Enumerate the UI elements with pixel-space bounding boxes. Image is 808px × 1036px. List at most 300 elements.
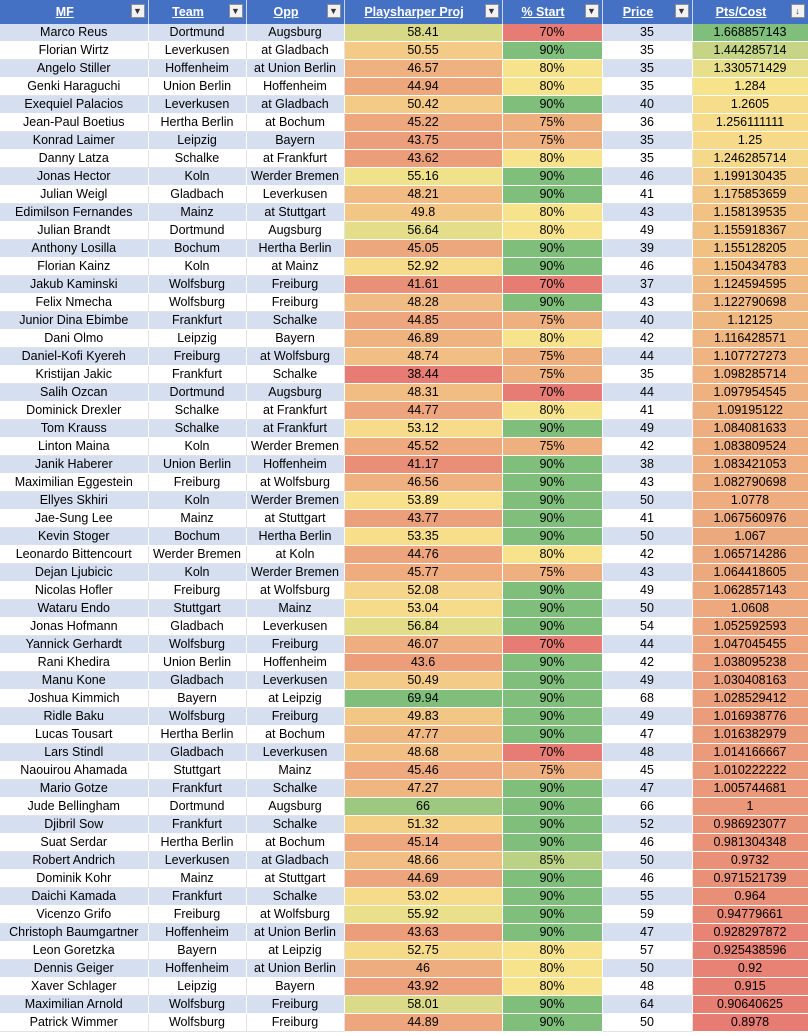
cell-start[interactable]: 85% bbox=[502, 852, 602, 870]
cell-start[interactable]: 90% bbox=[502, 492, 602, 510]
cell-pts-cost[interactable]: 1.067560976 bbox=[692, 510, 808, 528]
cell-team[interactable]: Hoffenheim bbox=[148, 60, 246, 78]
cell-mf[interactable]: Jude Bellingham bbox=[0, 798, 148, 816]
cell-proj[interactable]: 45.77 bbox=[344, 564, 502, 582]
cell-price[interactable]: 48 bbox=[602, 744, 692, 762]
cell-start[interactable]: 75% bbox=[502, 114, 602, 132]
cell-pts-cost[interactable]: 1.2605 bbox=[692, 96, 808, 114]
cell-mf[interactable]: Manu Kone bbox=[0, 672, 148, 690]
cell-team[interactable]: Gladbach bbox=[148, 672, 246, 690]
filter-dropdown-icon[interactable]: ▼ bbox=[229, 4, 243, 18]
cell-start[interactable]: 90% bbox=[502, 906, 602, 924]
cell-start[interactable]: 90% bbox=[502, 96, 602, 114]
cell-proj[interactable]: 50.55 bbox=[344, 42, 502, 60]
cell-mf[interactable]: Dejan Ljubicic bbox=[0, 564, 148, 582]
header-proj[interactable]: Playsharper Proj ▼ bbox=[344, 0, 502, 24]
cell-pts-cost[interactable]: 1.284 bbox=[692, 78, 808, 96]
filter-dropdown-icon[interactable]: ▼ bbox=[585, 4, 599, 18]
cell-start[interactable]: 90% bbox=[502, 726, 602, 744]
cell-price[interactable]: 37 bbox=[602, 276, 692, 294]
cell-proj[interactable]: 38.44 bbox=[344, 366, 502, 384]
cell-opp[interactable]: at Frankfurt bbox=[246, 150, 344, 168]
cell-start[interactable]: 80% bbox=[502, 78, 602, 96]
cell-mf[interactable]: Jonas Hector bbox=[0, 168, 148, 186]
cell-pts-cost[interactable]: 1.030408163 bbox=[692, 672, 808, 690]
cell-opp[interactable]: Bayern bbox=[246, 978, 344, 996]
cell-opp[interactable]: Werder Bremen bbox=[246, 564, 344, 582]
cell-proj[interactable]: 53.89 bbox=[344, 492, 502, 510]
cell-opp[interactable]: at Stuttgart bbox=[246, 204, 344, 222]
cell-start[interactable]: 80% bbox=[502, 960, 602, 978]
cell-mf[interactable]: Julian Weigl bbox=[0, 186, 148, 204]
cell-price[interactable]: 50 bbox=[602, 1014, 692, 1032]
cell-team[interactable]: Leipzig bbox=[148, 330, 246, 348]
cell-opp[interactable]: Leverkusen bbox=[246, 618, 344, 636]
cell-team[interactable]: Wolfsburg bbox=[148, 996, 246, 1014]
cell-mf[interactable]: Djibril Sow bbox=[0, 816, 148, 834]
cell-opp[interactable]: at Wolfsburg bbox=[246, 582, 344, 600]
cell-mf[interactable]: Nicolas Hofler bbox=[0, 582, 148, 600]
cell-pts-cost[interactable]: 1.028529412 bbox=[692, 690, 808, 708]
cell-proj[interactable]: 43.92 bbox=[344, 978, 502, 996]
cell-mf[interactable]: Edimilson Fernandes bbox=[0, 204, 148, 222]
cell-team[interactable]: Union Berlin bbox=[148, 456, 246, 474]
cell-mf[interactable]: Lucas Tousart bbox=[0, 726, 148, 744]
cell-proj[interactable]: 45.14 bbox=[344, 834, 502, 852]
cell-start[interactable]: 90% bbox=[502, 780, 602, 798]
cell-mf[interactable]: Dani Olmo bbox=[0, 330, 148, 348]
cell-team[interactable]: Mainz bbox=[148, 510, 246, 528]
cell-mf[interactable]: Naouirou Ahamada bbox=[0, 762, 148, 780]
cell-price[interactable]: 47 bbox=[602, 780, 692, 798]
cell-mf[interactable]: Leonardo Bittencourt bbox=[0, 546, 148, 564]
header-start[interactable]: % Start ▼ bbox=[502, 0, 602, 24]
cell-team[interactable]: Hertha Berlin bbox=[148, 834, 246, 852]
cell-opp[interactable]: at Frankfurt bbox=[246, 420, 344, 438]
cell-pts-cost[interactable]: 1.444285714 bbox=[692, 42, 808, 60]
cell-price[interactable]: 42 bbox=[602, 330, 692, 348]
cell-start[interactable]: 90% bbox=[502, 924, 602, 942]
cell-proj[interactable]: 56.84 bbox=[344, 618, 502, 636]
cell-proj[interactable]: 46.56 bbox=[344, 474, 502, 492]
cell-pts-cost[interactable]: 1.016938776 bbox=[692, 708, 808, 726]
sort-descending-icon[interactable]: ↓ bbox=[791, 4, 805, 18]
cell-price[interactable]: 43 bbox=[602, 564, 692, 582]
cell-pts-cost[interactable]: 1.016382979 bbox=[692, 726, 808, 744]
cell-start[interactable]: 90% bbox=[502, 690, 602, 708]
cell-opp[interactable]: Schalke bbox=[246, 816, 344, 834]
cell-start[interactable]: 90% bbox=[502, 618, 602, 636]
cell-pts-cost[interactable]: 1.052592593 bbox=[692, 618, 808, 636]
cell-pts-cost[interactable]: 0.981304348 bbox=[692, 834, 808, 852]
cell-price[interactable]: 49 bbox=[602, 582, 692, 600]
cell-proj[interactable]: 53.12 bbox=[344, 420, 502, 438]
cell-team[interactable]: Frankfurt bbox=[148, 888, 246, 906]
cell-proj[interactable]: 53.35 bbox=[344, 528, 502, 546]
cell-team[interactable]: Leverkusen bbox=[148, 852, 246, 870]
cell-mf[interactable]: Florian Kainz bbox=[0, 258, 148, 276]
cell-mf[interactable]: Ellyes Skhiri bbox=[0, 492, 148, 510]
cell-proj[interactable]: 49.83 bbox=[344, 708, 502, 726]
cell-pts-cost[interactable]: 1.12125 bbox=[692, 312, 808, 330]
cell-start[interactable]: 70% bbox=[502, 384, 602, 402]
cell-opp[interactable]: Augsburg bbox=[246, 798, 344, 816]
cell-proj[interactable]: 44.76 bbox=[344, 546, 502, 564]
cell-start[interactable]: 75% bbox=[502, 366, 602, 384]
cell-mf[interactable]: Yannick Gerhardt bbox=[0, 636, 148, 654]
cell-opp[interactable]: at Wolfsburg bbox=[246, 474, 344, 492]
cell-pts-cost[interactable]: 1.155128205 bbox=[692, 240, 808, 258]
cell-mf[interactable]: Ridle Baku bbox=[0, 708, 148, 726]
cell-team[interactable]: Union Berlin bbox=[148, 78, 246, 96]
cell-pts-cost[interactable]: 1.158139535 bbox=[692, 204, 808, 222]
cell-mf[interactable]: Julian Brandt bbox=[0, 222, 148, 240]
header-price[interactable]: Price ▼ bbox=[602, 0, 692, 24]
cell-team[interactable]: Wolfsburg bbox=[148, 708, 246, 726]
cell-proj[interactable]: 48.74 bbox=[344, 348, 502, 366]
cell-team[interactable]: Leipzig bbox=[148, 132, 246, 150]
cell-team[interactable]: Mainz bbox=[148, 204, 246, 222]
cell-price[interactable]: 49 bbox=[602, 222, 692, 240]
cell-team[interactable]: Stuttgart bbox=[148, 762, 246, 780]
cell-pts-cost[interactable]: 1.062857143 bbox=[692, 582, 808, 600]
cell-price[interactable]: 40 bbox=[602, 312, 692, 330]
cell-team[interactable]: Dortmund bbox=[148, 798, 246, 816]
cell-pts-cost[interactable]: 1.084081633 bbox=[692, 420, 808, 438]
cell-team[interactable]: Dortmund bbox=[148, 24, 246, 42]
cell-opp[interactable]: at Koln bbox=[246, 546, 344, 564]
cell-price[interactable]: 54 bbox=[602, 618, 692, 636]
cell-team[interactable]: Dortmund bbox=[148, 222, 246, 240]
cell-opp[interactable]: Schalke bbox=[246, 366, 344, 384]
cell-opp[interactable]: Freiburg bbox=[246, 708, 344, 726]
cell-proj[interactable]: 48.66 bbox=[344, 852, 502, 870]
filter-dropdown-icon[interactable]: ▼ bbox=[327, 4, 341, 18]
cell-team[interactable]: Stuttgart bbox=[148, 600, 246, 618]
cell-start[interactable]: 80% bbox=[502, 222, 602, 240]
cell-opp[interactable]: Leverkusen bbox=[246, 744, 344, 762]
cell-start[interactable]: 70% bbox=[502, 276, 602, 294]
cell-start[interactable]: 90% bbox=[502, 258, 602, 276]
cell-price[interactable]: 35 bbox=[602, 132, 692, 150]
cell-proj[interactable]: 48.31 bbox=[344, 384, 502, 402]
cell-pts-cost[interactable]: 1.256111111 bbox=[692, 114, 808, 132]
cell-mf[interactable]: Genki Haraguchi bbox=[0, 78, 148, 96]
cell-price[interactable]: 43 bbox=[602, 204, 692, 222]
cell-proj[interactable]: 48.21 bbox=[344, 186, 502, 204]
cell-price[interactable]: 52 bbox=[602, 816, 692, 834]
cell-price[interactable]: 50 bbox=[602, 600, 692, 618]
cell-pts-cost[interactable]: 0.8978 bbox=[692, 1014, 808, 1032]
cell-price[interactable]: 46 bbox=[602, 834, 692, 852]
cell-pts-cost[interactable]: 0.986923077 bbox=[692, 816, 808, 834]
cell-pts-cost[interactable]: 1.246285714 bbox=[692, 150, 808, 168]
cell-start[interactable]: 90% bbox=[502, 240, 602, 258]
cell-start[interactable]: 90% bbox=[502, 510, 602, 528]
header-team[interactable]: Team ▼ bbox=[148, 0, 246, 24]
cell-opp[interactable]: Hoffenheim bbox=[246, 456, 344, 474]
cell-mf[interactable]: Janik Haberer bbox=[0, 456, 148, 474]
cell-pts-cost[interactable]: 0.928297872 bbox=[692, 924, 808, 942]
cell-start[interactable]: 75% bbox=[502, 438, 602, 456]
cell-team[interactable]: Hoffenheim bbox=[148, 924, 246, 942]
cell-pts-cost[interactable]: 1.116428571 bbox=[692, 330, 808, 348]
cell-price[interactable]: 45 bbox=[602, 762, 692, 780]
cell-pts-cost[interactable]: 1.124594595 bbox=[692, 276, 808, 294]
cell-team[interactable]: Frankfurt bbox=[148, 312, 246, 330]
cell-pts-cost[interactable]: 1 bbox=[692, 798, 808, 816]
cell-proj[interactable]: 46.57 bbox=[344, 60, 502, 78]
cell-price[interactable]: 35 bbox=[602, 60, 692, 78]
cell-proj[interactable]: 52.92 bbox=[344, 258, 502, 276]
cell-price[interactable]: 42 bbox=[602, 438, 692, 456]
cell-start[interactable]: 80% bbox=[502, 150, 602, 168]
cell-mf[interactable]: Lars Stindl bbox=[0, 744, 148, 762]
cell-team[interactable]: Gladbach bbox=[148, 186, 246, 204]
cell-pts-cost[interactable]: 1.155918367 bbox=[692, 222, 808, 240]
cell-start[interactable]: 90% bbox=[502, 834, 602, 852]
cell-proj[interactable]: 44.69 bbox=[344, 870, 502, 888]
cell-team[interactable]: Dortmund bbox=[148, 384, 246, 402]
cell-proj[interactable]: 58.01 bbox=[344, 996, 502, 1014]
cell-price[interactable]: 43 bbox=[602, 294, 692, 312]
cell-proj[interactable]: 44.94 bbox=[344, 78, 502, 96]
cell-price[interactable]: 44 bbox=[602, 384, 692, 402]
cell-team[interactable]: Werder Bremen bbox=[148, 546, 246, 564]
cell-pts-cost[interactable]: 1.082790698 bbox=[692, 474, 808, 492]
cell-proj[interactable]: 50.42 bbox=[344, 96, 502, 114]
cell-team[interactable]: Bayern bbox=[148, 942, 246, 960]
cell-opp[interactable]: Hoffenheim bbox=[246, 654, 344, 672]
cell-opp[interactable]: Mainz bbox=[246, 600, 344, 618]
cell-opp[interactable]: Augsburg bbox=[246, 24, 344, 42]
cell-proj[interactable]: 47.27 bbox=[344, 780, 502, 798]
cell-proj[interactable]: 56.64 bbox=[344, 222, 502, 240]
cell-price[interactable]: 35 bbox=[602, 366, 692, 384]
cell-price[interactable]: 35 bbox=[602, 150, 692, 168]
cell-start[interactable]: 80% bbox=[502, 330, 602, 348]
cell-start[interactable]: 90% bbox=[502, 798, 602, 816]
cell-mf[interactable]: Patrick Wimmer bbox=[0, 1014, 148, 1032]
cell-opp[interactable]: Hertha Berlin bbox=[246, 528, 344, 546]
cell-start[interactable]: 75% bbox=[502, 762, 602, 780]
cell-pts-cost[interactable]: 1.668857143 bbox=[692, 24, 808, 42]
cell-mf[interactable]: Dominik Kohr bbox=[0, 870, 148, 888]
cell-mf[interactable]: Tom Krauss bbox=[0, 420, 148, 438]
cell-opp[interactable]: at Union Berlin bbox=[246, 960, 344, 978]
cell-opp[interactable]: Werder Bremen bbox=[246, 168, 344, 186]
cell-start[interactable]: 90% bbox=[502, 672, 602, 690]
cell-opp[interactable]: Hoffenheim bbox=[246, 78, 344, 96]
cell-mf[interactable]: Marco Reus bbox=[0, 24, 148, 42]
cell-price[interactable]: 47 bbox=[602, 924, 692, 942]
cell-price[interactable]: 64 bbox=[602, 996, 692, 1014]
cell-price[interactable]: 41 bbox=[602, 186, 692, 204]
cell-proj[interactable]: 46.89 bbox=[344, 330, 502, 348]
cell-mf[interactable]: Christoph Baumgartner bbox=[0, 924, 148, 942]
cell-mf[interactable]: Xaver Schlager bbox=[0, 978, 148, 996]
cell-pts-cost[interactable]: 1.098285714 bbox=[692, 366, 808, 384]
header-pts-cost[interactable]: Pts/Cost ↓ bbox=[692, 0, 808, 24]
cell-opp[interactable]: at Bochum bbox=[246, 834, 344, 852]
cell-proj[interactable]: 45.52 bbox=[344, 438, 502, 456]
cell-price[interactable]: 41 bbox=[602, 402, 692, 420]
cell-price[interactable]: 46 bbox=[602, 168, 692, 186]
cell-start[interactable]: 80% bbox=[502, 402, 602, 420]
cell-pts-cost[interactable]: 1.175853659 bbox=[692, 186, 808, 204]
cell-price[interactable]: 39 bbox=[602, 240, 692, 258]
cell-pts-cost[interactable]: 0.94779661 bbox=[692, 906, 808, 924]
cell-start[interactable]: 70% bbox=[502, 24, 602, 42]
cell-start[interactable]: 90% bbox=[502, 186, 602, 204]
cell-proj[interactable]: 48.68 bbox=[344, 744, 502, 762]
cell-start[interactable]: 70% bbox=[502, 744, 602, 762]
cell-mf[interactable]: Jae-Sung Lee bbox=[0, 510, 148, 528]
cell-mf[interactable]: Rani Khedira bbox=[0, 654, 148, 672]
cell-price[interactable]: 44 bbox=[602, 348, 692, 366]
cell-pts-cost[interactable]: 1.064418605 bbox=[692, 564, 808, 582]
cell-price[interactable]: 49 bbox=[602, 708, 692, 726]
cell-price[interactable]: 38 bbox=[602, 456, 692, 474]
cell-team[interactable]: Wolfsburg bbox=[148, 276, 246, 294]
cell-opp[interactable]: Leverkusen bbox=[246, 186, 344, 204]
cell-team[interactable]: Koln bbox=[148, 438, 246, 456]
cell-pts-cost[interactable]: 1.0608 bbox=[692, 600, 808, 618]
cell-pts-cost[interactable]: 1.065714286 bbox=[692, 546, 808, 564]
cell-team[interactable]: Schalke bbox=[148, 420, 246, 438]
cell-price[interactable]: 48 bbox=[602, 978, 692, 996]
cell-opp[interactable]: Freiburg bbox=[246, 1014, 344, 1032]
cell-proj[interactable]: 66 bbox=[344, 798, 502, 816]
cell-mf[interactable]: Daniel-Kofi Kyereh bbox=[0, 348, 148, 366]
cell-price[interactable]: 50 bbox=[602, 492, 692, 510]
cell-start[interactable]: 90% bbox=[502, 888, 602, 906]
cell-price[interactable]: 50 bbox=[602, 528, 692, 546]
cell-price[interactable]: 41 bbox=[602, 510, 692, 528]
cell-pts-cost[interactable]: 1.097954545 bbox=[692, 384, 808, 402]
cell-start[interactable]: 90% bbox=[502, 600, 602, 618]
cell-mf[interactable]: Dennis Geiger bbox=[0, 960, 148, 978]
cell-price[interactable]: 35 bbox=[602, 42, 692, 60]
cell-opp[interactable]: Augsburg bbox=[246, 222, 344, 240]
cell-opp[interactable]: Freiburg bbox=[246, 276, 344, 294]
cell-proj[interactable]: 55.92 bbox=[344, 906, 502, 924]
cell-opp[interactable]: Augsburg bbox=[246, 384, 344, 402]
cell-start[interactable]: 80% bbox=[502, 60, 602, 78]
cell-team[interactable]: Schalke bbox=[148, 402, 246, 420]
cell-team[interactable]: Wolfsburg bbox=[148, 294, 246, 312]
cell-mf[interactable]: Linton Maina bbox=[0, 438, 148, 456]
cell-mf[interactable]: Wataru Endo bbox=[0, 600, 148, 618]
cell-proj[interactable]: 41.61 bbox=[344, 276, 502, 294]
cell-proj[interactable]: 55.16 bbox=[344, 168, 502, 186]
cell-proj[interactable]: 46.07 bbox=[344, 636, 502, 654]
cell-start[interactable]: 75% bbox=[502, 132, 602, 150]
cell-price[interactable]: 66 bbox=[602, 798, 692, 816]
cell-price[interactable]: 40 bbox=[602, 96, 692, 114]
cell-pts-cost[interactable]: 1.25 bbox=[692, 132, 808, 150]
cell-start[interactable]: 90% bbox=[502, 528, 602, 546]
cell-team[interactable]: Leverkusen bbox=[148, 42, 246, 60]
cell-pts-cost[interactable]: 0.92 bbox=[692, 960, 808, 978]
filter-dropdown-icon[interactable]: ▼ bbox=[675, 4, 689, 18]
cell-proj[interactable]: 44.77 bbox=[344, 402, 502, 420]
cell-opp[interactable]: at Wolfsburg bbox=[246, 348, 344, 366]
cell-start[interactable]: 90% bbox=[502, 474, 602, 492]
cell-price[interactable]: 43 bbox=[602, 474, 692, 492]
cell-proj[interactable]: 47.77 bbox=[344, 726, 502, 744]
cell-mf[interactable]: Robert Andrich bbox=[0, 852, 148, 870]
cell-mf[interactable]: Suat Serdar bbox=[0, 834, 148, 852]
cell-price[interactable]: 57 bbox=[602, 942, 692, 960]
cell-pts-cost[interactable]: 0.964 bbox=[692, 888, 808, 906]
cell-mf[interactable]: Exequiel Palacios bbox=[0, 96, 148, 114]
cell-mf[interactable]: Florian Wirtz bbox=[0, 42, 148, 60]
cell-opp[interactable]: at Gladbach bbox=[246, 42, 344, 60]
cell-opp[interactable]: at Leipzig bbox=[246, 690, 344, 708]
cell-proj[interactable]: 45.05 bbox=[344, 240, 502, 258]
cell-proj[interactable]: 43.62 bbox=[344, 150, 502, 168]
cell-mf[interactable]: Dominick Drexler bbox=[0, 402, 148, 420]
cell-pts-cost[interactable]: 0.915 bbox=[692, 978, 808, 996]
cell-mf[interactable]: Jean-Paul Boetius bbox=[0, 114, 148, 132]
cell-proj[interactable]: 53.04 bbox=[344, 600, 502, 618]
cell-team[interactable]: Gladbach bbox=[148, 618, 246, 636]
cell-price[interactable]: 59 bbox=[602, 906, 692, 924]
cell-opp[interactable]: Schalke bbox=[246, 888, 344, 906]
cell-team[interactable]: Koln bbox=[148, 564, 246, 582]
cell-price[interactable]: 36 bbox=[602, 114, 692, 132]
cell-price[interactable]: 47 bbox=[602, 726, 692, 744]
cell-proj[interactable]: 44.89 bbox=[344, 1014, 502, 1032]
cell-start[interactable]: 90% bbox=[502, 1014, 602, 1032]
cell-pts-cost[interactable]: 0.971521739 bbox=[692, 870, 808, 888]
cell-start[interactable]: 90% bbox=[502, 996, 602, 1014]
cell-mf[interactable]: Konrad Laimer bbox=[0, 132, 148, 150]
cell-pts-cost[interactable]: 1.010222222 bbox=[692, 762, 808, 780]
cell-price[interactable]: 46 bbox=[602, 870, 692, 888]
cell-team[interactable]: Frankfurt bbox=[148, 780, 246, 798]
cell-pts-cost[interactable]: 1.067 bbox=[692, 528, 808, 546]
cell-pts-cost[interactable]: 1.199130435 bbox=[692, 168, 808, 186]
cell-start[interactable]: 90% bbox=[502, 420, 602, 438]
cell-opp[interactable]: Bayern bbox=[246, 132, 344, 150]
cell-pts-cost[interactable]: 1.330571429 bbox=[692, 60, 808, 78]
cell-mf[interactable]: Anthony Losilla bbox=[0, 240, 148, 258]
cell-team[interactable]: Gladbach bbox=[148, 744, 246, 762]
cell-proj[interactable]: 45.22 bbox=[344, 114, 502, 132]
cell-start[interactable]: 90% bbox=[502, 870, 602, 888]
cell-price[interactable]: 44 bbox=[602, 636, 692, 654]
cell-proj[interactable]: 43.6 bbox=[344, 654, 502, 672]
cell-mf[interactable]: Leon Goretzka bbox=[0, 942, 148, 960]
cell-opp[interactable]: at Wolfsburg bbox=[246, 906, 344, 924]
cell-start[interactable]: 90% bbox=[502, 294, 602, 312]
cell-opp[interactable]: at Bochum bbox=[246, 726, 344, 744]
cell-team[interactable]: Frankfurt bbox=[148, 366, 246, 384]
cell-price[interactable]: 42 bbox=[602, 654, 692, 672]
cell-proj[interactable]: 49.8 bbox=[344, 204, 502, 222]
cell-price[interactable]: 50 bbox=[602, 960, 692, 978]
cell-opp[interactable]: at Gladbach bbox=[246, 96, 344, 114]
cell-proj[interactable]: 48.28 bbox=[344, 294, 502, 312]
cell-opp[interactable]: at Union Berlin bbox=[246, 60, 344, 78]
cell-team[interactable]: Hoffenheim bbox=[148, 960, 246, 978]
cell-team[interactable]: Wolfsburg bbox=[148, 1014, 246, 1032]
cell-proj[interactable]: 44.85 bbox=[344, 312, 502, 330]
cell-pts-cost[interactable]: 1.005744681 bbox=[692, 780, 808, 798]
cell-proj[interactable]: 58.41 bbox=[344, 24, 502, 42]
